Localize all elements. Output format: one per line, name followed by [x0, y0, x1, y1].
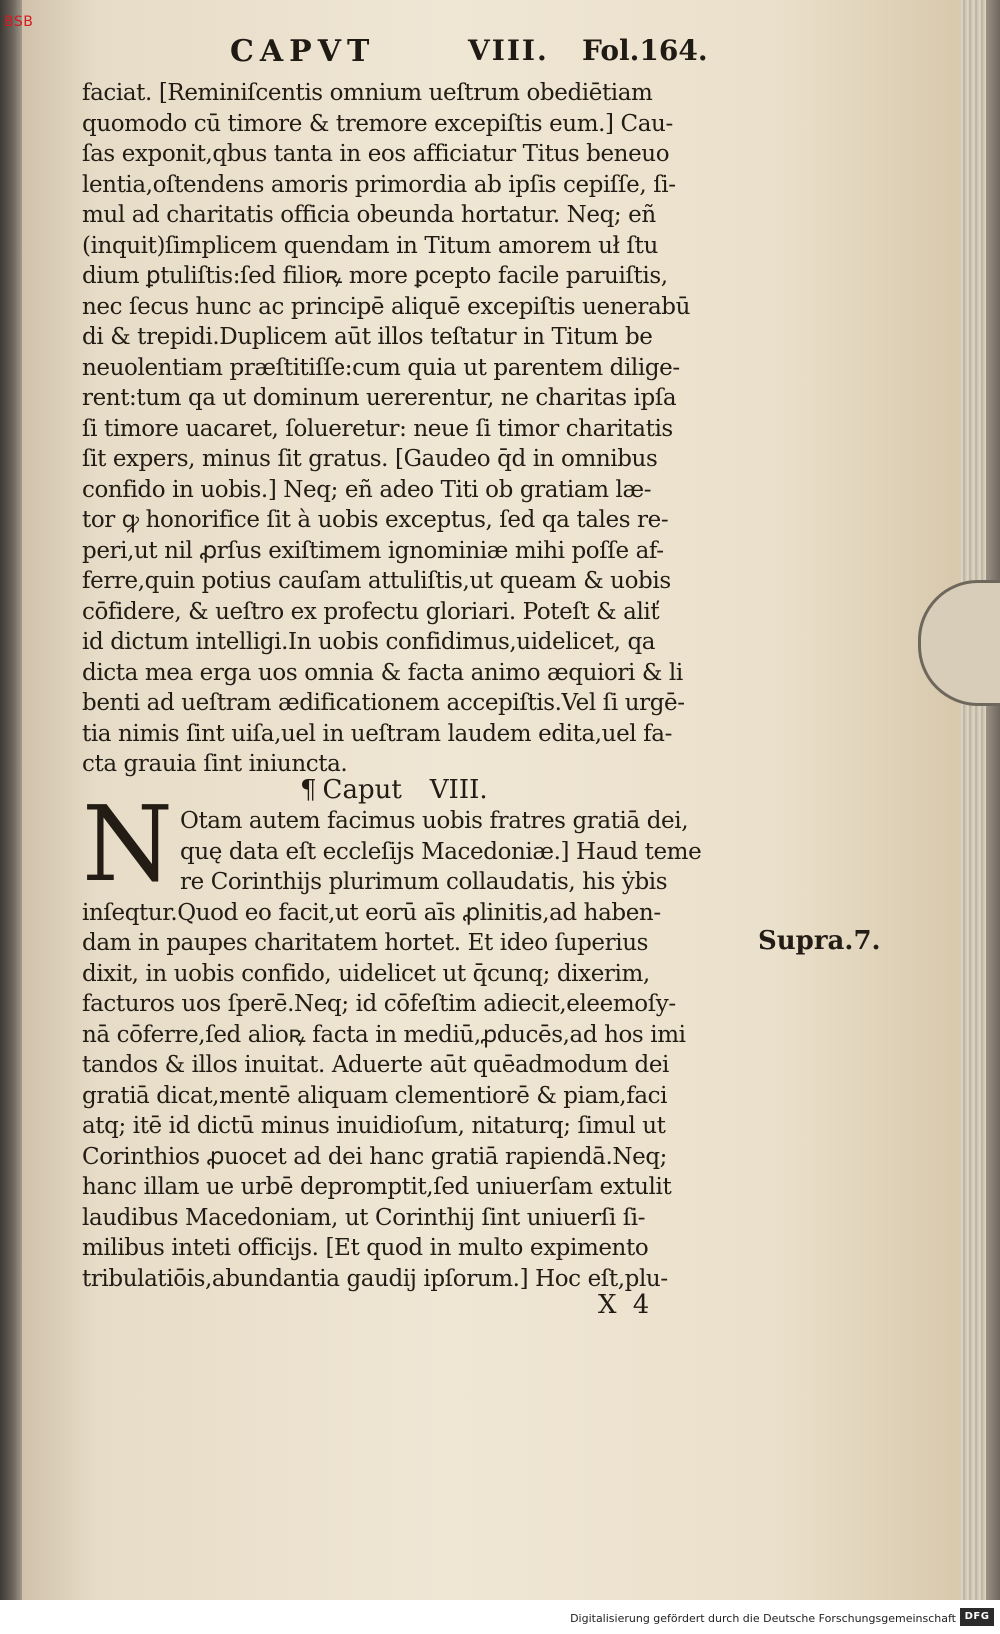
text-line: Corinthios ꝓuocet ad dei hanc gratiā rapiendā.Neq; [82, 1143, 667, 1170]
header-caput: CAPVT [230, 34, 376, 69]
text-line: laudibus Macedoniam, ut Corinthij ſint uniuerſi ſi- [82, 1204, 646, 1231]
text-line: ferre,quin potius cauſam attuliſtis,ut queam & uobis [82, 568, 671, 594]
text-line: milibus inteti officijs. [Et quod in multo expimento [82, 1235, 649, 1261]
text-line: ſas exponit,qbus tanta in eos afficiatur Titus beneuo [82, 141, 670, 167]
text-line: inſeqtur.Quod eo facit,ut eorū aīs ꝓlinitis,ad haben- [82, 899, 661, 926]
text-line: tia nimis ſint uiſa,uel in ueſtram laudem edita,uel fa- [82, 720, 672, 747]
margin-note: Supra.7. [758, 926, 881, 956]
text-line: hanc illam ue urbē depromptit,ſed uniuerſam extulit [82, 1174, 672, 1200]
library-mark: BSB [4, 14, 34, 30]
text-line: mul ad charitatis officia obeunda hortatur. Neq; eñ [82, 202, 656, 228]
text-line: atq; itē id dictū minus inuidioſum, nitaturq; ſimul ut [82, 1113, 666, 1139]
header-folio: Fol.164. [582, 34, 708, 67]
text-line: lentia,oſtendens amoris primordia ab ipſis cepiſſe, ſi- [82, 171, 676, 198]
text-line: neuolentiam præſtitiſſe:cum quia ut parentem dilige- [82, 354, 680, 381]
signature-mark: X 4 [598, 1290, 654, 1320]
pilcrow-mark: ¶ [300, 775, 317, 805]
text-line: dium ꝑtuliſtis:ſed filioꝶ more ꝑcepto facile paruiſtis, [82, 263, 668, 289]
text-line: benti ad ueſtram ædificationem accepiſtis.Vel ſi urgē- [82, 690, 685, 716]
text-line: dam in paupes charitatem hortet. Et ideo ſuperius [82, 930, 649, 956]
text-line: facturos uos ſperē.Neq; id cōfeſtim adiecit,eleemoſy- [82, 991, 676, 1017]
text-line: dicta mea erga uos omnia & facta animo æquiori & li [82, 659, 683, 686]
text-line: tandos & illos inuitat. Aduerte aūt quēadmodum dei [82, 1052, 670, 1078]
text-line: (inquit)ſimplicem quendam in Titum amorem uł ſtu [82, 232, 658, 259]
text-line: id dictum intelligi.In uobis confidimus,uidelicet, qa [82, 629, 656, 655]
text-line: nec ſecus hunc ac principē aliquē excepiſtis uenerabū [82, 293, 691, 320]
text-line: tribulatiōis,abundantia gaudij ipſorum.] Hoc eſt,plu- [82, 1265, 668, 1292]
text-line: re Corinthijs plurimum collaudatis, his ẏbis [180, 869, 668, 895]
text-line: rent:tum qa ut dominum uererentur, ne charitas ipſa [82, 385, 677, 411]
text-line: ſit expers, minus ſit gratus. [Gaudeo q̄d in omnibus [82, 446, 658, 472]
body-text [82, 78, 772, 780]
chapter-heading-number: VIII. [429, 775, 488, 805]
page-edges [960, 0, 1000, 1600]
text-line: nā cōferre,ſed alioꝶ facta in mediū,ꝓducēs,ad hos imi [82, 1021, 686, 1048]
text-line: di & trepidi.Duplicem aūt illos teſtatur in Titum be [82, 324, 653, 350]
text-line: tor ꝙ honorifice ſit à uobis exceptus, ſed qa tales re- [82, 507, 669, 533]
drop-cap-initial: N [82, 783, 173, 905]
text-line: dixit, in uobis confido, uidelicet ut q̄cunq; dixerim, [82, 960, 650, 987]
chapter-heading-word: Caput [322, 775, 402, 805]
text-line: quę data eſt eccleſijs Macedoniæ.] Haud teme [180, 838, 702, 865]
text-line: peri,ut nil ꝓrſus exiſtimem ignominiæ mihi poſſe af- [82, 537, 664, 564]
text-line: ſi timore uacaret, ſolueretur: neue ſi timor charitatis [82, 415, 673, 442]
text-line: quomodo cū timore & tremore excepiſtis eum.] Cau- [82, 110, 673, 137]
chapter-body-text [82, 806, 772, 1294]
text-line: Otam autem facimus uobis fratres gratiā dei, [180, 808, 689, 834]
dfg-logo: DFG [960, 1608, 994, 1626]
book-gutter [0, 0, 22, 1600]
chapter-heading [300, 775, 600, 807]
running-header [230, 26, 710, 69]
text-line: confido in uobis.] Neq; eñ adeo Titi ob gratiam læ- [82, 476, 652, 503]
text-line: gratiā dicat,mentē aliquam clementiorē & piam,faci [82, 1082, 668, 1109]
footer-credit: Digitalisierung gefördert durch die Deutsche Forschungsgemeinschaft [570, 1612, 956, 1625]
header-chapter-number: VIII. [468, 34, 549, 67]
text-line: cōfidere, & ueſtro ex profectu gloriari. Poteſt & aliť [82, 598, 660, 625]
text-line: faciat. [Reminiſcentis omnium ueſtrum obediētiam [82, 80, 653, 106]
text-line: cta grauia ſint iniuncta. [82, 751, 348, 777]
